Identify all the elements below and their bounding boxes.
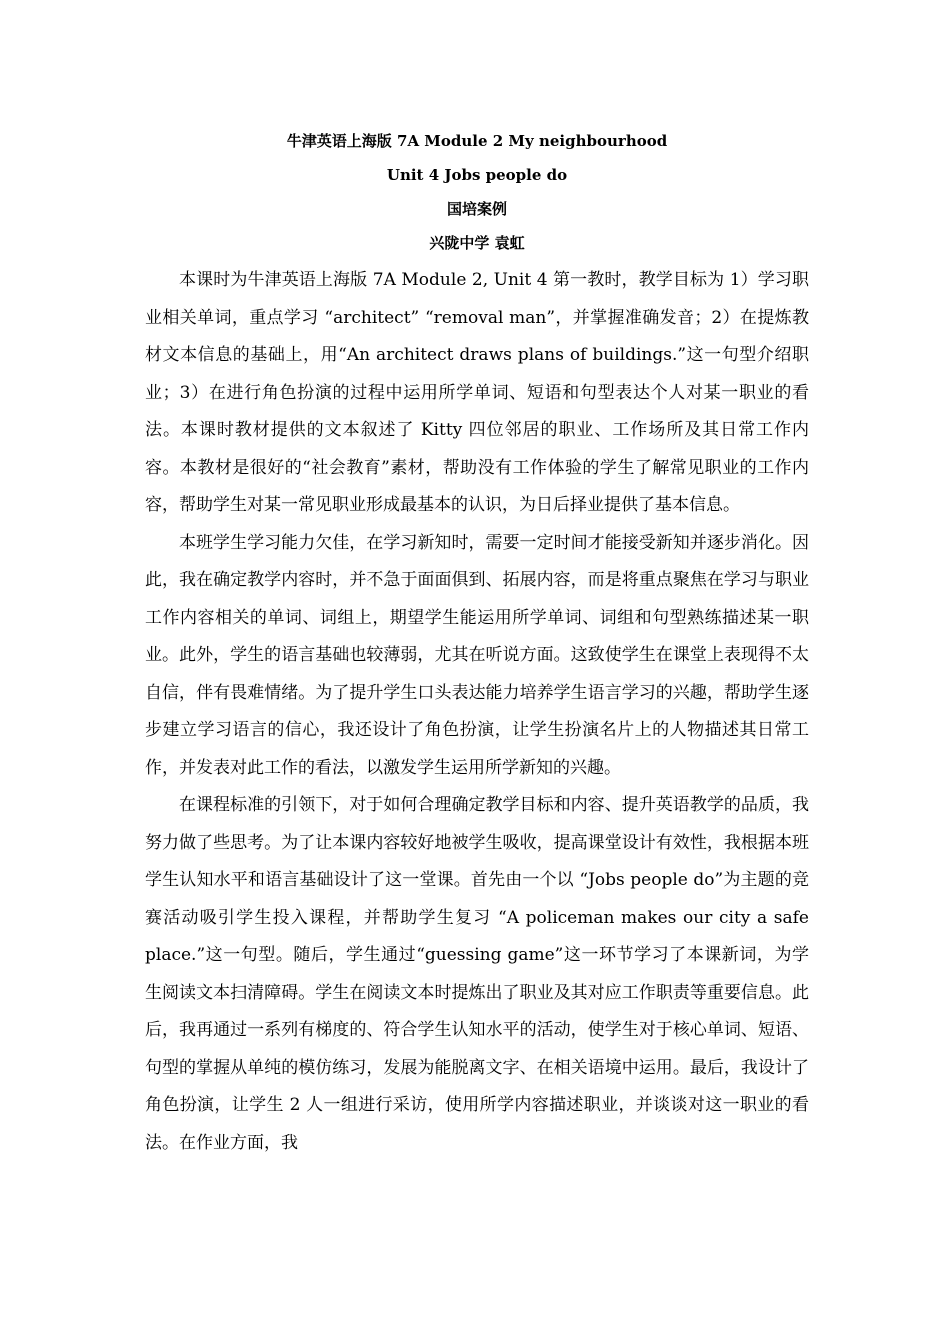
document-content xyxy=(145,124,809,1162)
document-author: 兴陇中学 袁虹 xyxy=(429,234,525,252)
document-body xyxy=(145,262,809,1162)
paragraph-1: 本课时为牛津英语上海版 7A Module 2, Unit 4 第一教时，教学目标为 1）学习职业相关单词，重点学习 “architect” “removal man”，并掌握准确发音；2）在提炼教材文本信息的基础上，用“An architect draws plans of buildings.”这一句型介绍职业；3）在进行角色扮演的过程中运用所学单词、短语和句型表达个人对某一职业的看法。本课时教材提供的文本叙述了 Kitty 四位邻居的职业、工作场所及其日常工作内容。本教材是很好的“社会教育”素材，帮助没有工作体验的学生了解常见职业的工作内容，帮助学生对某一常见职业形成最基本的认识，为日后择业提供了基本信息。 xyxy=(145,270,809,515)
paragraph-2: 本班学生学习能力欠佳，在学习新知时，需要一定时间才能接受新知并逐步消化。因此，我在确定教学内容时，并不急于面面俱到、拓展内容，而是将重点聚焦在学习与职业工作内容相关的单词、词组上，期望学生能运用所学单词、词组和句型熟练描述某一职业。此外，学生的语言基础也较薄弱，尤其在听说方面。这致使学生在课堂上表现得不太自信，伴有畏难情绪。为了提升学生口头表达能力培养学生语言学习的兴趣，帮助学生逐步建立学习语言的信心，我还设计了角色扮演，让学生扮演名片上的人物描述其日常工作，并发表对此工作的看法，以激发学生运用所学新知的兴趣。 xyxy=(145,532,809,778)
document-title: 牛津英语上海版 7A Module 2 My neighbourhood xyxy=(286,132,668,150)
document-subtitle: Unit 4 Jobs people do xyxy=(386,166,568,184)
document-category: 国培案例 xyxy=(446,200,507,218)
paragraph-3: 在课程标准的引领下，对于如何合理确定教学目标和内容、提升英语教学的品质，我努力做了些思考。为了让本课内容较好地被学生吸收，提高课堂设计有效性，我根据本班学生认知水平和语言基础设计了这一堂课。首先由一个以 “Jobs people do”为主题的竞赛活动吸引学生投入课程，并帮助学生复习 “A policeman makes our city a safe place.”这一句型。随后，学生通过“guessing game”这一环节学习了本课新词，为学生阅读文本扫清障碍。学生在阅读文本时提炼出了职业及其对应工作职责等重要信息。此后，我再通过一系列有梯度的、符合学生认知水平的活动，使学生对于核心单词、短语、句型的掌握从单纯的模仿练习，发展为能脱离文字、在相关语境中运用。最后，我设计了角色扮演，让学生 2 人一组进行采访，使用所学内容描述职业，并谈谈对这一职业的看法。在作业方面，我 xyxy=(145,795,809,1153)
